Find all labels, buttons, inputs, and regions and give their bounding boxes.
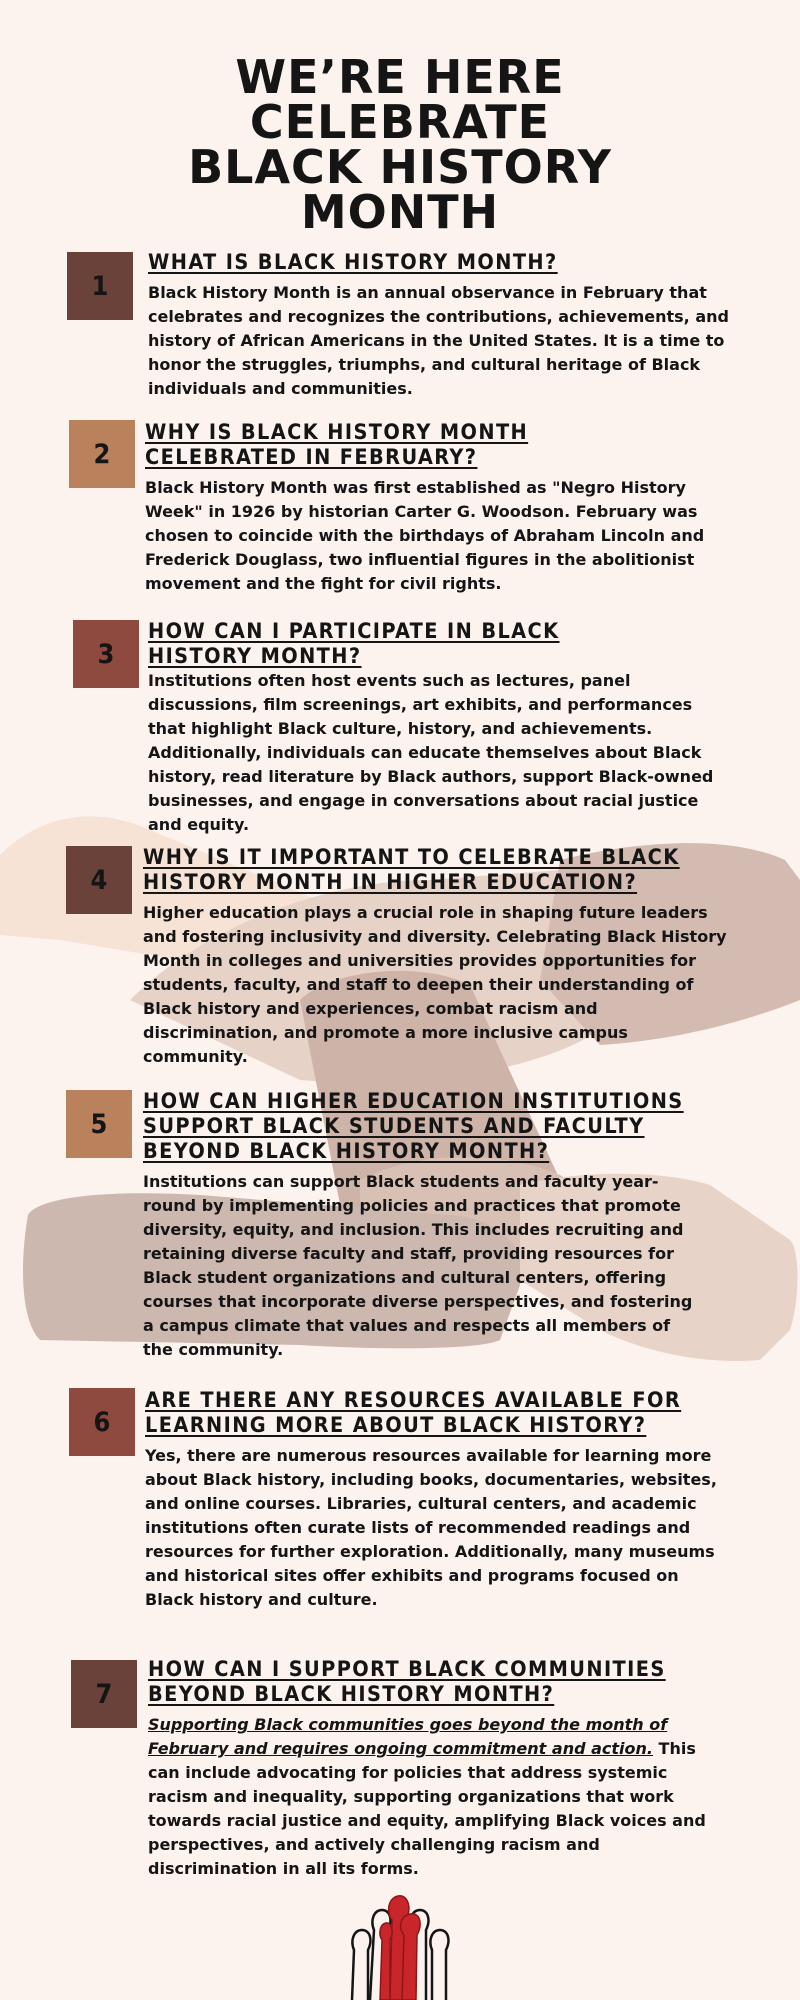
section-heading: WHY IS BLACK HISTORY MONTH CELEBRATED IN FEBRUARY? [145, 420, 529, 470]
section-number-badge [71, 1660, 137, 1728]
section-heading: HOW CAN I PARTICIPATE IN BLACK HISTORY MONTH? [148, 619, 560, 669]
section-body [148, 1713, 708, 1881]
section-institutions-support [143, 1089, 703, 1362]
section-number: 3 [97, 638, 115, 670]
section-body: Institutions often host events such as lectures, panel discussions, film screenings, art exhibits, and performances that highlight Black culture, history, and achievements. Additionally, individuals can educate themselves about Black history, read literature by Black authors, support Black-owned businesses, and engage in conversations about racial justice and equity. [148, 671, 714, 834]
section-body-emphasis: Supporting Black communities goes beyond the month of February and requires ongoing commitment and action. [148, 1715, 668, 1758]
section-number-badge [66, 846, 132, 914]
title-line: MONTH [300, 185, 500, 239]
raised-fists-icon [340, 1890, 460, 2000]
section-why-february [145, 420, 725, 596]
section-number-badge [73, 620, 139, 688]
title-line: CELEBRATE [249, 95, 551, 149]
section-heading: WHY IS IT IMPORTANT TO CELEBRATE BLACK HISTORY MONTH IN HIGHER EDUCATION? [143, 845, 680, 895]
section-body: Black History Month was first established as "Negro History Week" in 1926 by historian Carter G. Woodson. February was chosen to coincide with the birthdays of Abraham Lincoln and Frederick Douglass, two influential figures in the abolitionist movement and the fight for civil rights. [145, 478, 705, 593]
section-higher-education [143, 845, 728, 1069]
section-resources [145, 1388, 720, 1612]
section-how-participate [148, 619, 723, 837]
section-number-badge [69, 420, 135, 488]
section-heading: ARE THERE ANY RESOURCES AVAILABLE FOR LEARNING MORE ABOUT BLACK HISTORY? [145, 1388, 682, 1438]
page-title [0, 50, 800, 239]
section-body: Higher education plays a crucial role in shaping future leaders and fostering inclusivity and diversity. Celebrating Black History Month in colleges and universities provides opportunities for students, faculty, and staff to deepen their understanding of Black history and experiences, combat racism and discrimination, and promote a more inclusive campus community. [143, 903, 727, 1066]
section-what-is-bhm [148, 250, 738, 401]
title-line: BLACK HISTORY [188, 140, 612, 194]
section-number: 5 [90, 1108, 108, 1140]
section-number: 7 [95, 1678, 113, 1710]
section-number-badge [69, 1388, 135, 1456]
section-body: Yes, there are numerous resources available for learning more about Black history, including books, documentaries, websites, and online courses. Libraries, cultural centers, and academic institutions often curate lists of recommended readings and resources for further exploration. Additionally, many museums and historical sites offer exhibits and programs focused on Black history and culture. [145, 1446, 717, 1609]
section-number-badge [66, 1090, 132, 1158]
section-number: 1 [91, 270, 109, 302]
section-body-text: This can include advocating for policies that address systemic racism and inequality, supporting organizations that work towards racial justice and equity, amplifying Black voices and perspectives, and actively challenging racism and discrimination in all its forms. [148, 1739, 706, 1878]
section-heading: HOW CAN I SUPPORT BLACK COMMUNITIES BEYOND BLACK HISTORY MONTH? [148, 1657, 666, 1707]
section-number: 6 [93, 1406, 111, 1438]
section-body: Black History Month is an annual observance in February that celebrates and recognizes the contributions, achievements, and history of African Americans in the United States. It is a time to honor the struggles, triumphs, and cultural heritage of Black individuals and communities. [148, 283, 729, 398]
section-support-communities [148, 1657, 708, 1881]
section-heading: HOW CAN HIGHER EDUCATION INSTITUTIONS SUPPORT BLACK STUDENTS AND FACULTY BEYOND BLACK HISTORY MONTH? [143, 1089, 684, 1164]
title-line: WE’RE HERE [235, 50, 565, 104]
section-heading: WHAT IS BLACK HISTORY MONTH? [148, 250, 558, 275]
section-number: 2 [93, 438, 111, 470]
section-number-badge [67, 252, 133, 320]
section-body: Institutions can support Black students and faculty year-round by implementing policies and practices that promote diversity, equity, and inclusion. This includes recruiting and retaining diverse faculty and staff, providing resources for Black student organizations and cultural centers, offering courses that incorporate diverse perspectives, and fostering a campus climate that values and respects all members of the community. [143, 1172, 693, 1359]
section-number: 4 [90, 864, 108, 896]
